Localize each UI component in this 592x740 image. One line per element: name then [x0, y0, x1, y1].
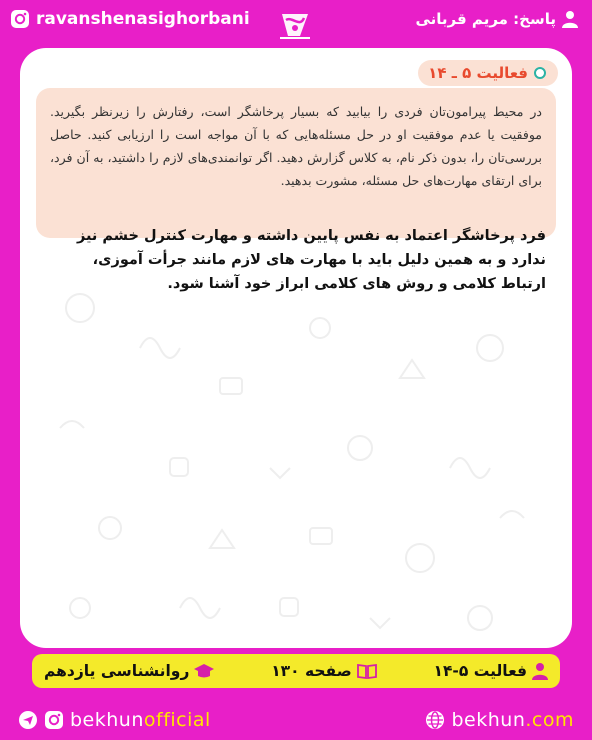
- top-bar: [0, 0, 592, 48]
- footer-subject-text: روانشناسی یازدهم: [44, 662, 190, 680]
- website-link[interactable]: [425, 709, 574, 731]
- instagram-handle-text: ravanshenasighorbani: [36, 9, 250, 29]
- globe-icon: [425, 710, 445, 730]
- activity-prompt: در محیط پیرامون‌تان فردی را بیابید که بسیار پرخاشگر است، رفتارش را زیرنظر بگیرید. موفقیت یا عدم موفقیت او در حل مسئله‌هایی که با آن مواجه است را ارزیابی کنید. حاصل بررسی‌تان را، بدون ذکر نام، به کلاس گزارش دهید. اگر توانمندی‌های لازم را داشتید، به آن فرد، برای ارتقای مهارت‌های حل مسئله، مشورت بدهید.: [50, 104, 542, 188]
- bottom-bar: [0, 700, 592, 740]
- activity-box: [36, 88, 556, 238]
- activity-tab: [418, 60, 558, 86]
- instagram-icon: [44, 710, 64, 730]
- footer-activity: [434, 662, 549, 680]
- footer-bar: [32, 654, 560, 688]
- site-prefix: bekhun: [451, 709, 526, 731]
- user-icon: [562, 10, 578, 28]
- footer-page-text: صفحه ۱۳۰: [271, 662, 352, 680]
- instagram-handle[interactable]: [10, 9, 250, 29]
- site-suffix: .com: [525, 709, 574, 731]
- graduation-cap-icon: [194, 663, 214, 679]
- social-prefix: bekhun: [70, 709, 144, 731]
- content-card: [20, 48, 572, 648]
- tab-dot-icon: [534, 67, 546, 79]
- logo-icon: [274, 6, 316, 44]
- telegram-icon: [18, 710, 38, 730]
- social-suffix: official: [143, 709, 211, 731]
- footer-activity-text: فعالیت ۵-۱۴: [433, 662, 527, 680]
- footer-subject: [44, 662, 214, 680]
- book-icon: [357, 663, 377, 679]
- activity-tab-title: فعالیت ۵ ـ ۱۴: [428, 64, 528, 82]
- instagram-icon: [10, 9, 30, 29]
- answer-text: فرد پرخاشگر اعتماد به نفس پایین داشته و مهارت کنترل خشم نیز ندارد و به همین دلیل باید با مهارت های لازم مانند جرأت آموزی، ارتباط کلامی و روش های کلامی ابراز خود آشنا شود.: [76, 228, 546, 292]
- social-link[interactable]: [18, 709, 211, 731]
- answer-author: [415, 10, 578, 28]
- answer-author-text: پاسخ: مریم قربانی: [415, 10, 556, 28]
- footer-page: [271, 662, 377, 680]
- student-icon: [532, 662, 548, 680]
